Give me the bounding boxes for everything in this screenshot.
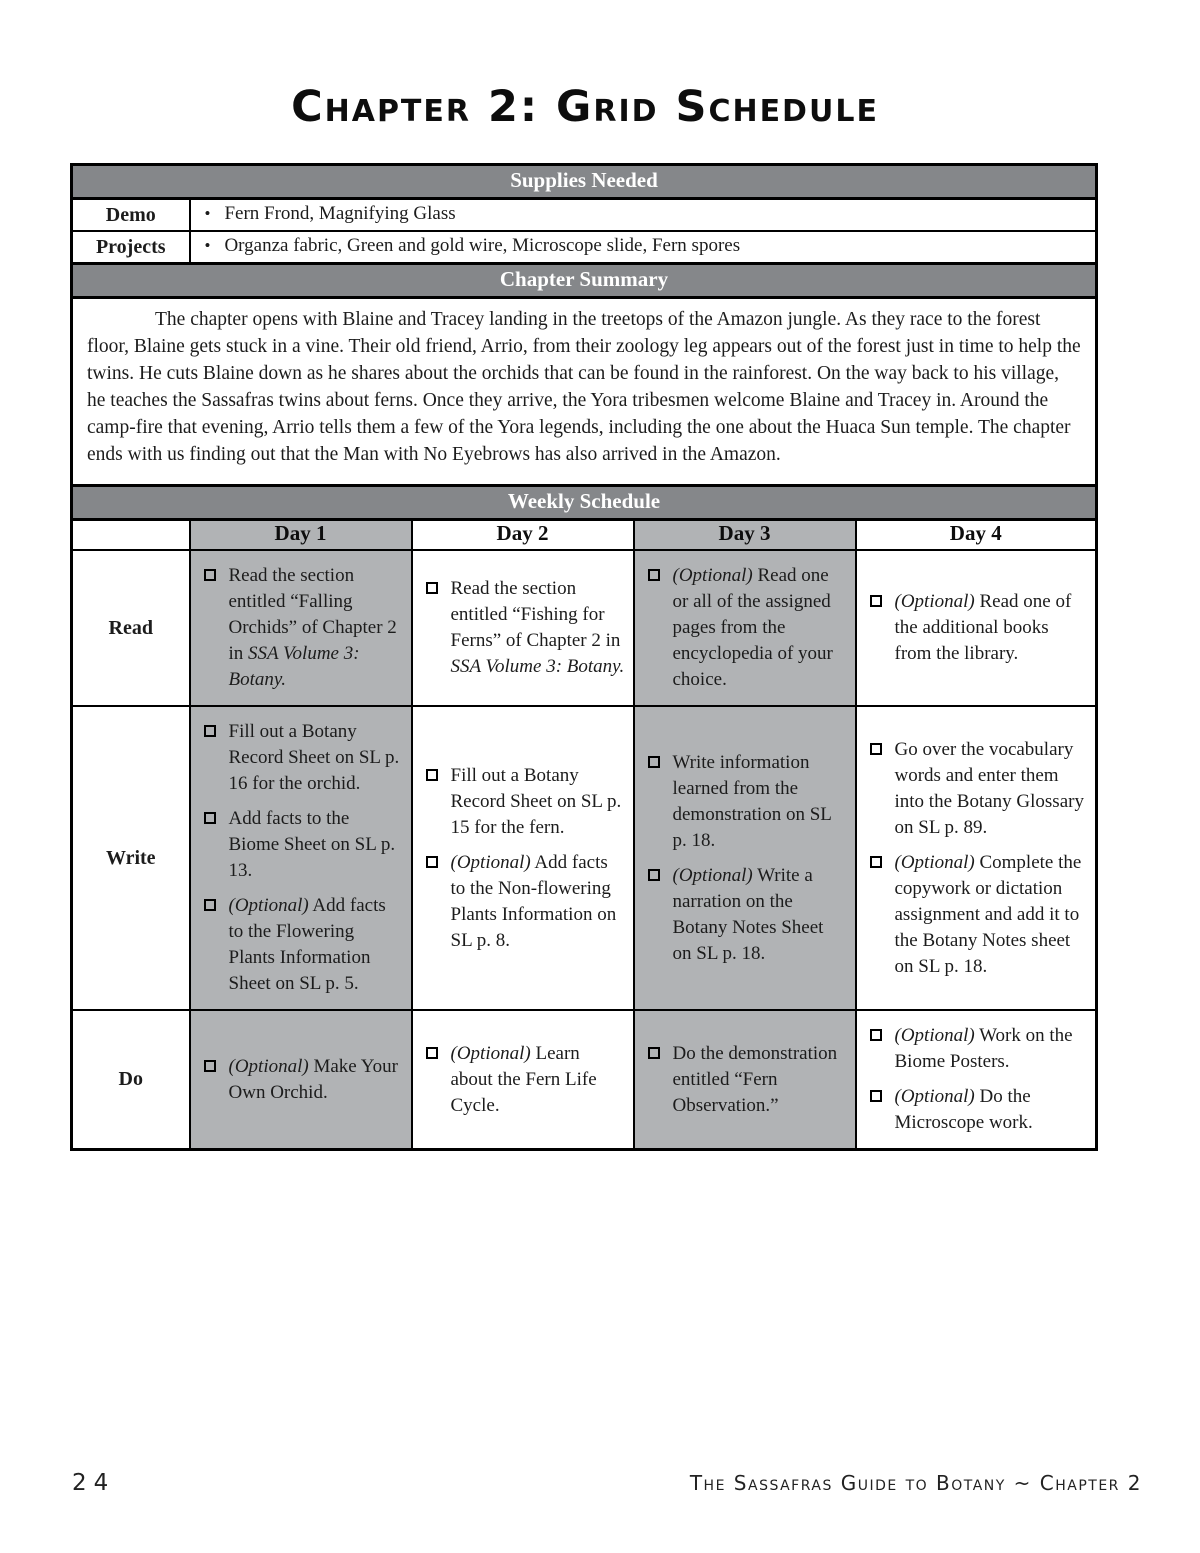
checklist-item — [870, 1084, 1088, 1136]
checkbox-icon — [648, 569, 660, 581]
supplies-items-projects — [190, 231, 1097, 264]
cell-read-day2 — [412, 550, 634, 706]
checkbox-icon — [870, 743, 882, 755]
day-4-header: Day 4 — [856, 520, 1097, 551]
checklist-item — [426, 763, 625, 841]
supplies-projects-text: Organza fabric, Green and gold wire, Microscope slide, Fern spores — [224, 235, 741, 256]
chapter-summary-cell — [72, 298, 1097, 486]
corner-cell — [72, 520, 190, 551]
checklist-item — [426, 850, 625, 954]
checkbox-icon — [870, 595, 882, 607]
checklist-item-text: Do the demonstration entitled “Fern Observation.” — [672, 1042, 838, 1116]
checkbox-icon — [870, 1090, 882, 1102]
checkbox-icon — [204, 899, 216, 911]
checklist-item — [648, 563, 847, 693]
checklist-item-text: (Optional) Make Your Own Orchid. — [228, 1055, 398, 1103]
checklist-item-text: (Optional) Work on the Biome Posters. — [894, 1025, 1073, 1072]
weekly-schedule-header: Weekly Schedule — [72, 486, 1097, 520]
checklist-item-text: Write information learned from the demonstration on SL p. 18. — [672, 751, 832, 851]
day-header-row — [72, 520, 1097, 551]
cell-write-day1 — [190, 706, 412, 1010]
page-title: Chapter 2: Grid Schedule — [291, 82, 879, 132]
checklist-item-text: (Optional) Complete the copywork or dictation assignment and add it to the Botany Notes sheet on SL p. 18. — [894, 851, 1082, 977]
checkbox-icon — [870, 1029, 882, 1041]
checklist-item-text: (Optional) Read one of the additional books from the library. — [894, 591, 1072, 664]
cell-read-day4 — [856, 550, 1097, 706]
checkbox-icon — [426, 1047, 438, 1059]
supplies-header-row — [72, 165, 1097, 199]
checkbox-icon — [648, 869, 660, 881]
checklist-item — [204, 806, 403, 884]
do-row — [72, 1010, 1097, 1150]
checklist-item-text: Fill out a Botany Record Sheet on SL p. 15 for the fern. — [450, 764, 622, 838]
checklist-item-text: (Optional) Read one or all of the assigned pages from the encyclopedia of your choice. — [672, 565, 833, 690]
checkbox-icon — [648, 756, 660, 768]
cell-do-day1 — [190, 1010, 412, 1150]
bullet-item — [205, 203, 1088, 225]
checkbox-icon — [204, 812, 216, 824]
chapter-summary-header: Chapter Summary — [72, 264, 1097, 298]
row-label-do: Do — [72, 1010, 190, 1150]
cell-do-day3 — [634, 1010, 856, 1150]
checkbox-icon — [870, 856, 882, 868]
checkbox-icon — [204, 1060, 216, 1072]
row-label-read: Read — [72, 550, 190, 706]
grid-schedule-table — [70, 163, 1098, 1151]
checkbox-icon — [426, 856, 438, 868]
supplies-label-projects: Projects — [72, 231, 190, 264]
checklist-item — [426, 576, 625, 680]
cell-do-day4 — [856, 1010, 1097, 1150]
bullet-item — [205, 235, 1088, 257]
checklist-item — [870, 737, 1088, 841]
checklist-item — [204, 1054, 403, 1106]
checklist-item — [204, 719, 403, 797]
read-row — [72, 550, 1097, 706]
supplies-needed-header: Supplies Needed — [72, 165, 1097, 199]
supplies-row-demo — [72, 199, 1097, 232]
checkbox-icon — [204, 725, 216, 737]
page-number: 24 — [72, 1470, 116, 1496]
supplies-demo-text: Fern Frond, Magnifying Glass — [224, 203, 456, 224]
checklist-item — [648, 750, 847, 854]
checklist-item — [426, 1041, 625, 1119]
checklist-item-text: (Optional) Learn about the Fern Life Cycle. — [450, 1042, 597, 1116]
summary-header-row — [72, 264, 1097, 298]
footer-book-title: The Sassafras Guide to Botany ~ Chapter 2 — [689, 1471, 1142, 1495]
checklist-item-text: Add facts to the Biome Sheet on SL p. 13. — [228, 808, 396, 881]
checklist-item-text: Fill out a Botany Record Sheet on SL p. 16 for the orchid. — [228, 721, 400, 794]
checklist-item-text: (Optional) Write a narration on the Botany Notes Sheet on SL p. 18. — [672, 864, 824, 964]
bullet-icon: • — [204, 204, 211, 223]
checkbox-icon — [204, 569, 216, 581]
checklist-item-text: (Optional) Add facts to the Non-flowering Plants Information on SL p. 8. — [450, 851, 617, 951]
cell-do-day2 — [412, 1010, 634, 1150]
supplies-row-projects — [72, 231, 1097, 264]
checklist-item — [648, 1041, 847, 1119]
bullet-icon: • — [204, 236, 211, 255]
page-footer — [72, 1470, 1142, 1496]
checklist-item-text: Read the section entitled “Fishing for Ferns” of Chapter 2 in SSA Volume 3: Botany. — [450, 578, 625, 677]
day-2-header: Day 2 — [412, 520, 634, 551]
checklist-item — [648, 863, 847, 967]
day-1-header: Day 1 — [190, 520, 412, 551]
checklist-item — [870, 589, 1088, 667]
checklist-item — [204, 563, 403, 693]
summary-row — [72, 298, 1097, 486]
supplies-items-demo — [190, 199, 1097, 232]
write-row — [72, 706, 1097, 1010]
chapter-summary-text: The chapter opens with Blaine and Tracey landing in the treetops of the Amazon jungle. As they race to the forest floor, Blaine gets stuck in a vine. Their old friend, Arrio, from their zoology leg appears out of the forest just in time to help the twins. He cuts Blaine down as he shares about the orchids that can be found in the rainforest. On the way back to his village, he teaches the Sassafras twins about ferns. Once they arrive, the Yora tribesmen welcome Blaine and Tracey in. Around the camp-fire that evening, Arrio tells them a few of the Yora legends, including the one about the Huaca Sun temple. The chapter ends with us finding out that the Man with No Eyebrows has also arrived in the Amazon. — [87, 309, 1081, 465]
cell-read-day3 — [634, 550, 856, 706]
checkbox-icon — [426, 769, 438, 781]
day-3-header: Day 3 — [634, 520, 856, 551]
checklist-item-text: Go over the vocabulary words and enter them into the Botany Glossary on SL p. 89. — [894, 738, 1084, 838]
cell-write-day2 — [412, 706, 634, 1010]
checklist-item — [870, 1023, 1088, 1075]
checkbox-icon — [426, 582, 438, 594]
cell-write-day4 — [856, 706, 1097, 1010]
checkbox-icon — [648, 1047, 660, 1059]
supplies-label-demo: Demo — [72, 199, 190, 232]
checklist-item-text: (Optional) Add facts to the Flowering Plants Information Sheet on SL p. 5. — [228, 895, 386, 994]
cell-write-day3 — [634, 706, 856, 1010]
checklist-item — [870, 850, 1088, 980]
row-label-write: Write — [72, 706, 190, 1010]
weekly-schedule-header-row — [72, 486, 1097, 520]
checklist-item-text: Read the section entitled “Falling Orchids” of Chapter 2 in SSA Volume 3: Botany. — [228, 565, 397, 690]
checklist-item-text: (Optional) Do the Microscope work. — [894, 1086, 1033, 1133]
checklist-item — [204, 893, 403, 997]
cell-read-day1 — [190, 550, 412, 706]
